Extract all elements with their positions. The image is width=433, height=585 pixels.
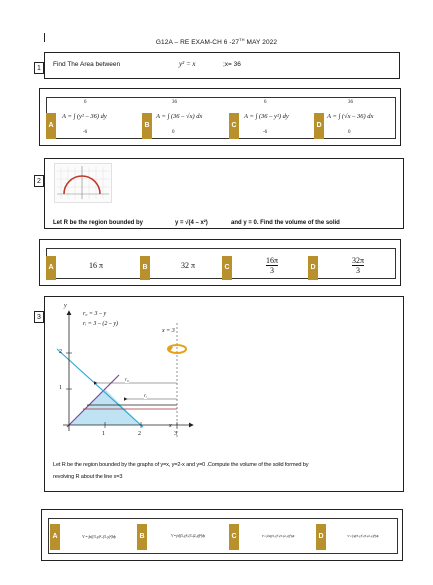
revolution-region-graph	[53, 301, 203, 449]
question-1-number: 1	[34, 62, 44, 74]
q2-option-d-letter[interactable]: D	[308, 256, 318, 280]
q3-option-a-letter[interactable]: A	[50, 524, 60, 550]
graph-r0-arrow-label: r₀	[125, 378, 129, 383]
q1-option-b-upper: 36	[172, 100, 177, 105]
question-2-prompt-box	[44, 158, 404, 229]
q1-option-c-expr: A = ∫ (36 – y²) dy	[244, 113, 289, 120]
q2-option-b-value: 32 π	[180, 260, 196, 270]
q1-option-a[interactable]	[56, 97, 136, 139]
graph-x-axis-label: x	[169, 423, 172, 429]
q2-option-c-fraction	[266, 256, 278, 275]
exam-header	[0, 37, 433, 46]
q1-option-b-letter[interactable]: B	[142, 113, 152, 139]
graph-ri-equation: rᵢ = 3 – (2 – y)	[83, 321, 118, 327]
q3-option-c[interactable]	[240, 521, 316, 551]
question-3-prompt-box	[44, 296, 404, 492]
q3-option-d[interactable]	[327, 521, 399, 551]
graph-tick-x1: 1	[102, 431, 105, 437]
header-title-suffix: MAY 2022	[244, 39, 278, 47]
q1-option-c-lower: -6	[263, 130, 268, 135]
question-1-prompt: Find The Area between	[53, 61, 121, 68]
q1-option-d[interactable]	[325, 97, 397, 139]
q2-option-c-num: 16π	[265, 255, 279, 265]
q3-option-a-expr: V = ∫π[(3–y)²–(3–y)²]dy	[82, 533, 116, 539]
q1-option-a-expr: A = ∫ (y² – 36) dy	[62, 113, 107, 120]
q2-option-b-letter[interactable]: B	[140, 256, 150, 280]
q3-option-b[interactable]	[148, 521, 228, 551]
q1-option-c[interactable]	[240, 97, 320, 139]
graph-tick-x3: 3	[174, 431, 177, 437]
q1-option-d-upper: 36	[348, 100, 353, 105]
q2-option-b[interactable]	[150, 251, 226, 279]
question-2-prompt-eq: y = √(4 – x²)	[175, 220, 208, 226]
q1-option-c-letter[interactable]: C	[229, 113, 239, 139]
graph-y-axis-label: y	[64, 303, 67, 309]
q3-option-c-expr: V = ∫2π[(3–y)²–(3–(2–y))²]dy	[261, 534, 295, 538]
question-3-prompt-line2: revolving R about the line x=3	[53, 474, 123, 480]
q3-option-a[interactable]	[61, 521, 137, 551]
q1-option-d-lower: 0	[348, 130, 351, 135]
graph-tick-y1: 1	[59, 385, 62, 391]
q2-option-a-letter[interactable]: A	[46, 256, 56, 280]
graph-r0-equation: r₀ = 3 – y	[83, 311, 107, 317]
question-2-prompt-part2: and y = 0. Find the volume of the solid	[231, 220, 340, 226]
q1-option-d-letter[interactable]: D	[314, 113, 324, 139]
question-3-prompt-line1: Let R be the region bounded by the graphs of y=x, y=2-x and y=0 .Compute the volume of the solid formed by	[53, 462, 309, 468]
q2-option-c-den: 3	[269, 265, 274, 275]
q1-option-a-letter[interactable]: A	[46, 113, 56, 139]
q1-option-a-lower: -6	[83, 130, 88, 135]
question-3-number: 3	[34, 311, 44, 323]
q2-option-a[interactable]	[56, 251, 136, 279]
q1-option-a-upper: 6	[84, 100, 87, 105]
question-2-prompt-part1: Let R be the region bounded by	[53, 220, 143, 226]
graph-x3-label: x = 3	[162, 328, 175, 334]
q3-option-d-letter[interactable]: D	[316, 524, 326, 550]
graph-ri-arrow-label: rᵢ	[144, 394, 147, 399]
question-2-number: 2	[34, 175, 44, 187]
header-title-prefix: G12A – RE EXAM-CH 6 -27	[155, 39, 240, 47]
question-1-eq1: y² = x	[179, 60, 196, 68]
q2-option-d-num: 32π	[351, 255, 365, 265]
semicircle-graph	[54, 163, 112, 203]
q2-option-c-letter[interactable]: C	[222, 256, 232, 280]
q1-option-b-lower: 0	[172, 130, 175, 135]
q2-option-d-fraction	[352, 256, 364, 275]
graph-tick-x2: 2	[138, 431, 141, 437]
q2-option-d-den: 3	[355, 265, 360, 275]
header-title-sup: TH	[239, 37, 245, 42]
q1-option-b[interactable]	[152, 97, 232, 139]
q1-option-d-expr: A = ∫ (√x – 36) dx	[327, 113, 374, 120]
q3-option-b-expr: V = ∫π[(3–y)²–(3–(2–y))²]dy	[171, 534, 205, 538]
q1-option-b-expr: A = ∫ (36 – √x) dx	[156, 113, 203, 120]
q3-option-c-letter[interactable]: C	[229, 524, 239, 550]
q3-option-b-letter[interactable]: B	[137, 524, 147, 550]
q1-option-c-upper: 6	[264, 100, 267, 105]
q2-option-d[interactable]	[318, 250, 398, 280]
graph-tick-y2: 2	[59, 349, 62, 355]
q2-option-a-value: 16 π	[88, 260, 104, 270]
q3-option-d-expr: V = ∫π[(3–y)²–(3–(2–y))²]dy	[347, 534, 379, 538]
question-1-prompt-box	[44, 52, 400, 79]
q2-option-c[interactable]	[232, 250, 312, 280]
question-1-eq2: ;x= 36	[223, 61, 241, 68]
